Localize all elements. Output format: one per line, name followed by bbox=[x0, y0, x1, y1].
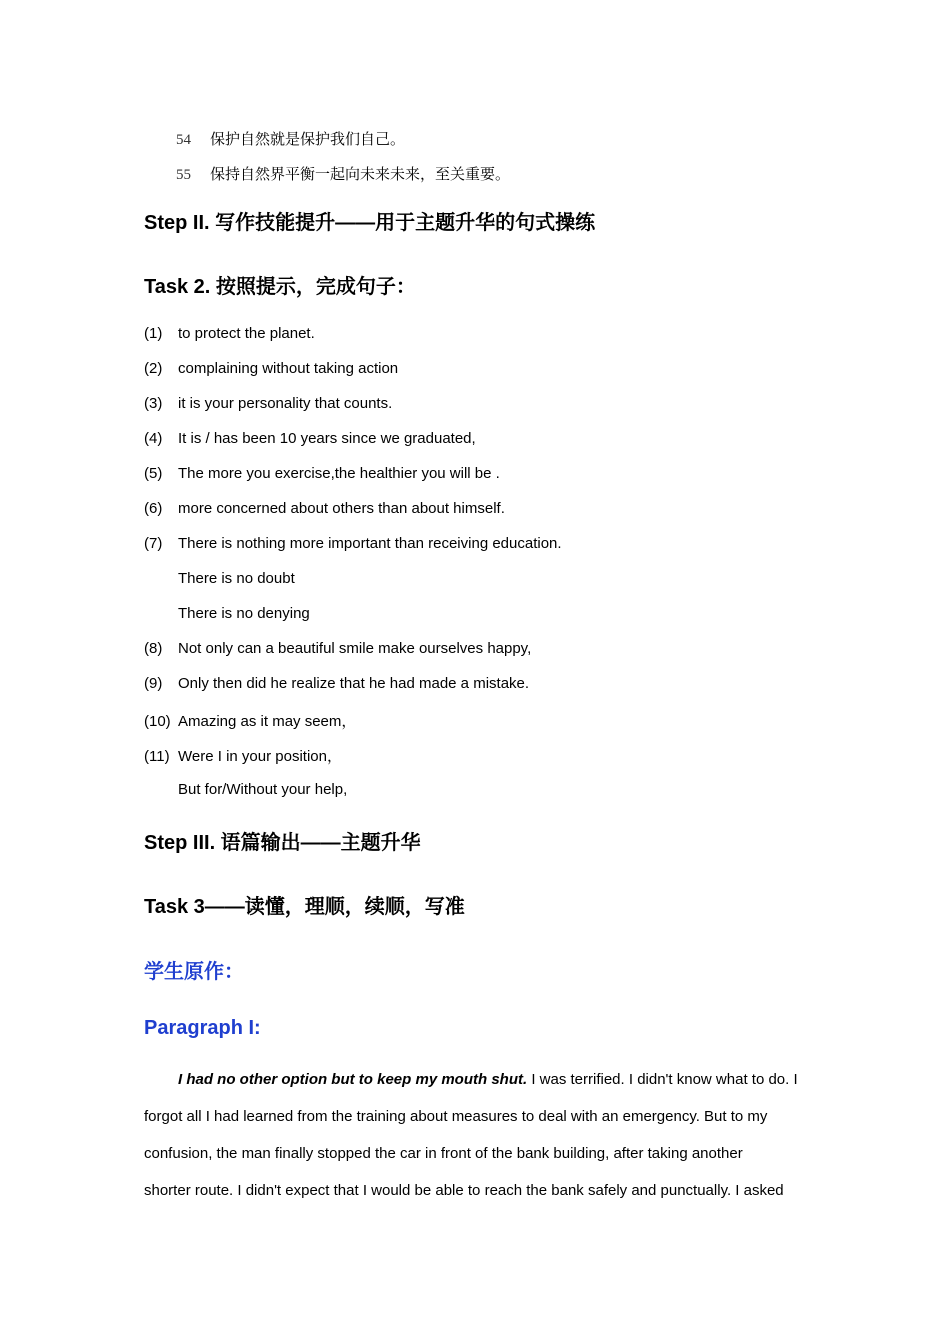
intro-line-54: 54 保护自然就是保护我们自己。 bbox=[176, 132, 406, 148]
paragraph-line: confusion, the man finally stopped the car in front of the bank building, after taking another bbox=[144, 1145, 743, 1162]
list-item: (7) There is nothing more important than receiving education. bbox=[144, 535, 562, 552]
paragraph-line: shorter route. I didn't expect that I would be able to reach the bank safely and punctually. I asked bbox=[144, 1182, 784, 1199]
intro-line-55: 55 保持自然界平衡一起向未来未来，至关重要。 bbox=[176, 167, 511, 183]
list-item: (11) Were I in your position， bbox=[144, 748, 342, 765]
paragraph-lead-sentence: I had no other option but to keep my mouth shut. bbox=[178, 1071, 528, 1088]
list-item: (10) Amazing as it may seem， bbox=[144, 713, 357, 730]
step3-heading: Step III. 语篇输出——主题升华 bbox=[144, 832, 421, 854]
list-subitem: There is no doubt bbox=[178, 570, 295, 587]
paragraph-line: forgot all I had learned from the training about measures to deal with an emergency. But to my bbox=[144, 1108, 768, 1125]
paragraph-heading: Paragraph I: bbox=[144, 1017, 261, 1039]
list-item: (3) it is your personality that counts. bbox=[144, 395, 393, 412]
list-item: (5) The more you exercise,the healthier you will be . bbox=[144, 465, 500, 482]
list-item: (1) to protect the planet. bbox=[144, 325, 315, 342]
list-subitem: But for/Without your help, bbox=[178, 781, 348, 798]
paragraph-line: I had no other option but to keep my mouth shut. I was terrified. I didn't know what to do. I bbox=[178, 1071, 798, 1088]
original-work-heading: 学生原作： bbox=[144, 961, 244, 983]
list-item: (4) It is / has been 10 years since we graduated, bbox=[144, 430, 476, 447]
paragraph-body bbox=[144, 1061, 806, 1209]
task2-heading: Task 2. 按照提示，完成句子： bbox=[144, 276, 416, 298]
list-item: (9) Only then did he realize that he had made a mistake. bbox=[144, 675, 530, 692]
list-subitem: There is no denying bbox=[178, 605, 310, 622]
list-item: (8) Not only can a beautiful smile make ourselves happy, bbox=[144, 640, 532, 657]
task3-heading: Task 3——读懂，理顺，续顺，写准 bbox=[144, 896, 465, 918]
list-item: (6) more concerned about others than about himself. bbox=[144, 500, 505, 517]
step2-heading: Step II. 写作技能提升——用于主题升华的句式操练 bbox=[144, 212, 596, 234]
list-item: (2) complaining without taking action bbox=[144, 360, 399, 377]
